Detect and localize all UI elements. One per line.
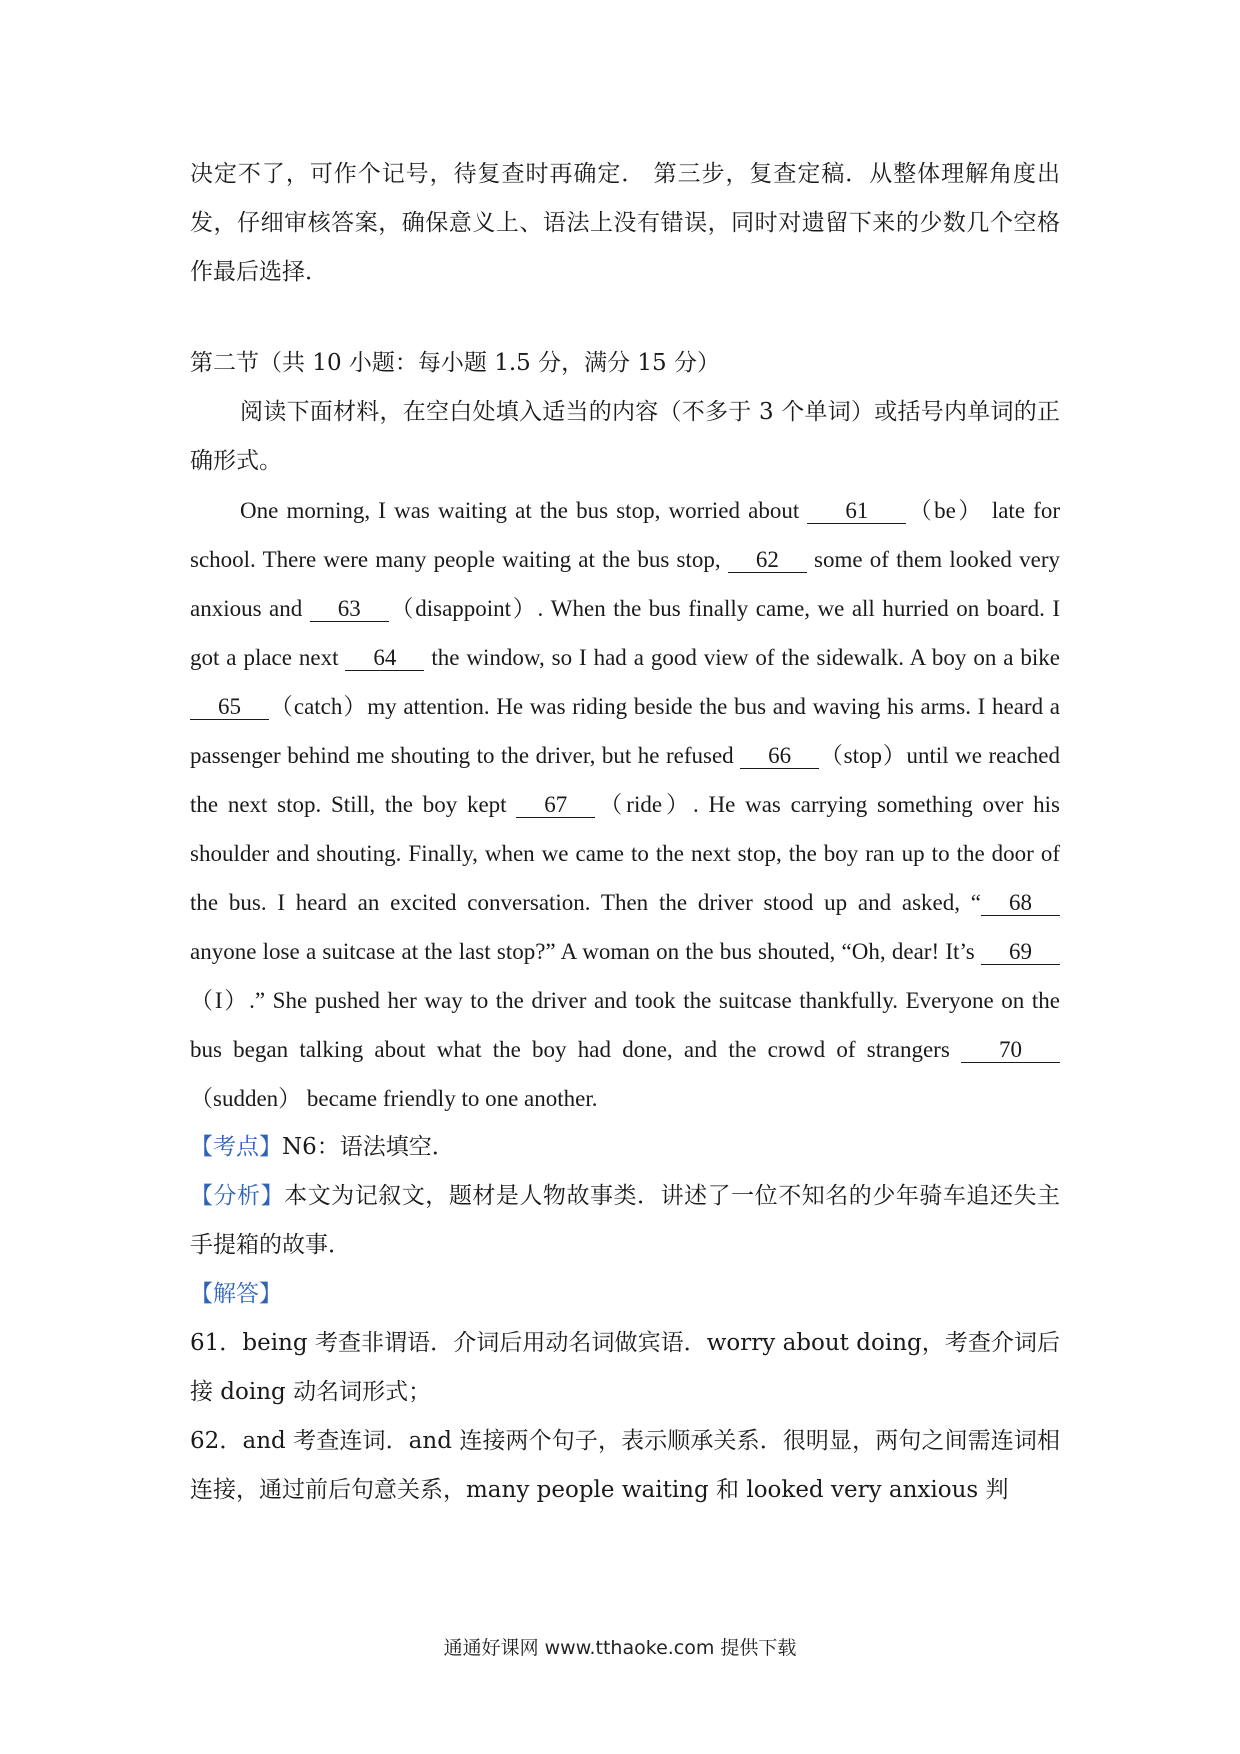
passage-text: （sudden） became friendly to one another. — [190, 1086, 598, 1111]
section-heading: 第二节（共 10 小题：每小题 1.5 分，满分 15 分） — [190, 350, 720, 376]
passage-text: the window, so I had a good view of the sidewalk. A boy on a bike — [424, 645, 1060, 670]
fenxi-tag: 【分析】 — [190, 1183, 285, 1209]
section-instruction: 阅读下面材料，在空白处填入适当的内容（不多于 3 个单词）或括号内单词的正确形式。 — [190, 399, 1060, 474]
passage-text: One morning, I was waiting at the bus stop, worried about — [240, 498, 808, 523]
passage-text: （disappoint）. When the bus finally came, we all hurried on board. I got a place next — [190, 596, 1060, 670]
blank-63: 63 — [310, 584, 389, 633]
blank-70: 70 — [961, 1025, 1060, 1074]
blank-62: 62 — [728, 535, 807, 584]
blank-68: 68 — [981, 878, 1060, 927]
answer-62: 62．and 考查连词．and 连接两个句子，表示顺承关系．很明显，两句之间需连词相连接，通过前后句意关系，many people waiting 和 looked very anxious 判 — [190, 1428, 1060, 1503]
passage-text: anyone lose a suitcase at the last stop?” A woman on the bus shouted, “Oh, dear! It’s — [190, 939, 981, 964]
blank-61: 61 — [807, 486, 906, 535]
fenxi-text: 本文为记叙文，题材是人物故事类．讲述了一位不知名的少年骑车追还失主手提箱的故事． — [190, 1183, 1061, 1258]
blank-67: 67 — [516, 780, 595, 829]
blank-66: 66 — [740, 731, 819, 780]
kaodian-text: N6：语法填空． — [282, 1134, 455, 1160]
page-content — [190, 150, 1060, 1515]
kaodian-tag: 【考点】 — [190, 1134, 282, 1160]
passage-text: （catch）my attention. He was riding beside the bus and waving his arms. I heard a passenger behind me shouting to the driver, but he refused — [190, 694, 1060, 768]
passage-text: （I）.” She pushed her way to the driver and took the suitcase thankfully. Everyone on the bus began talking about what the boy had done, and the crowd of strangers — [190, 988, 1060, 1062]
page-footer: 通通好课网 www.tthaoke.com 提供下载 — [443, 1637, 797, 1659]
passage-text: （ride）. He was carrying something over his shoulder and shouting. Finally, when we came to the next stop, the boy ran up to the door of the bus. I heard an excited conversation. Then the driver stood up and asked, “ — [190, 792, 1060, 915]
passage-text: （be） late for school. There were many people waiting at the bus stop, — [190, 498, 1060, 572]
answer-61: 61．being 考查非谓语．介词后用动名词做宾语．worry about doing，考查介词后接 doing 动名词形式； — [190, 1330, 1060, 1405]
blank-65: 65 — [190, 682, 269, 731]
passage-text: （stop）until we reached the next stop. Still, the boy kept — [190, 743, 1060, 817]
passage-text: some of them looked very anxious and — [190, 547, 1060, 621]
section-gap — [190, 297, 1060, 339]
intro-paragraph: 决定不了，可作个记号，待复查时再确定． 第三步，复查定稿．从整体理解角度出发，仔细审核答案，确保意义上、语法上没有错误，同时对遗留下来的少数几个空格作最后选择． — [190, 161, 1060, 285]
cloze-passage — [190, 486, 1060, 1123]
blank-69: 69 — [981, 927, 1060, 976]
blank-64: 64 — [345, 633, 424, 682]
jieda-line — [190, 1270, 1060, 1319]
jieda-tag: 【解答】 — [190, 1281, 282, 1307]
fenxi-line — [190, 1172, 1060, 1270]
kaodian-line — [190, 1123, 1060, 1172]
